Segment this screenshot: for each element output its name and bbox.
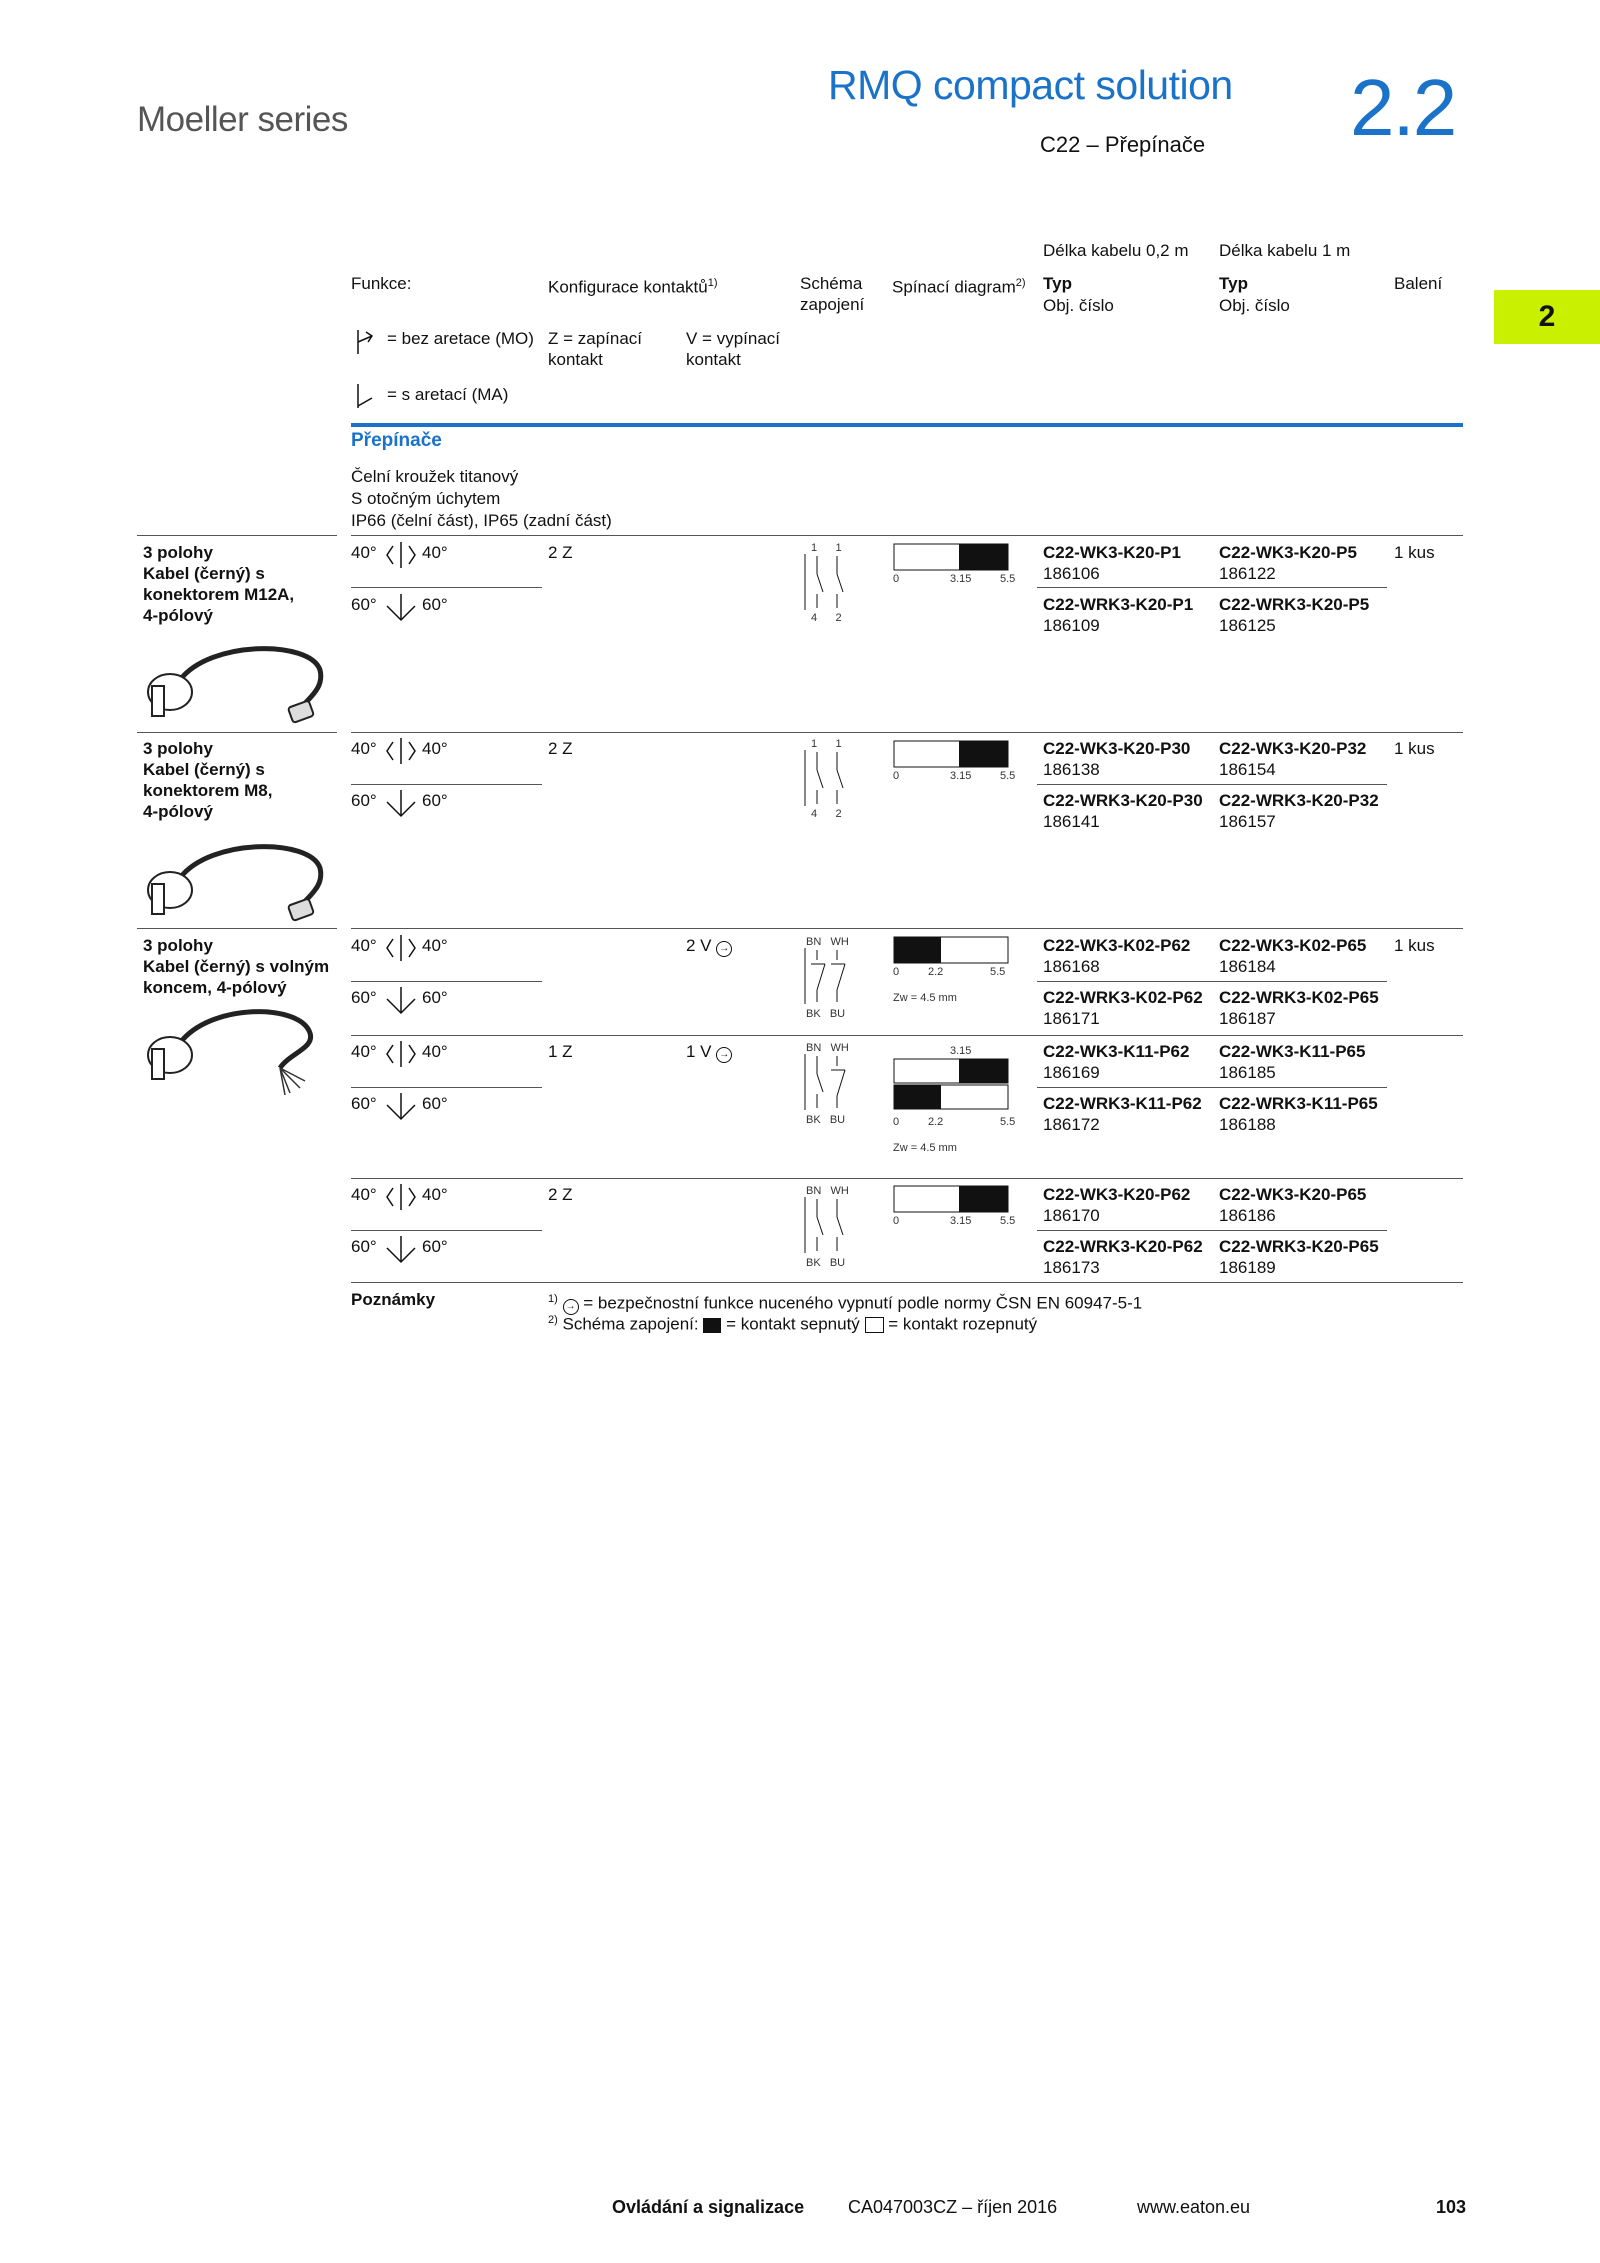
g2-config: 2 Z — [548, 739, 573, 758]
g2-ma-symbol-icon — [383, 788, 419, 818]
g1-diagram-icon — [893, 543, 1011, 573]
g3r1-pins-top: BN WH — [806, 936, 849, 948]
g3r3-diag-1: 3.15 — [950, 1215, 972, 1227]
section-title: Přepínače — [351, 430, 442, 451]
section-desc-2: S otočným úchytem — [351, 489, 501, 508]
group-3-label: 3 polohy Kabel (černý) s volným koncem, 4-pólový — [143, 936, 330, 997]
g3r3-num-2: 186186 — [1219, 1206, 1276, 1225]
g3r3-num-3: 186173 — [1043, 1258, 1100, 1277]
g1-ma-symbol-icon — [383, 592, 419, 622]
g3r3-pins-top: BN WH — [806, 1185, 849, 1197]
g3r3-mo-symbol-icon — [383, 1182, 419, 1212]
g1-pins-top: 1 1 — [811, 542, 842, 554]
g2-diag-0: 0 — [893, 770, 900, 782]
g2-type-3: C22-WRK3-K20-P30 — [1043, 791, 1203, 810]
cable-m12-image — [140, 640, 335, 730]
group-1-label: 3 polohy Kabel (černý) s konektorem M12A, 4-pólový — [143, 543, 295, 625]
g3r2-config-z: 1 Z — [548, 1042, 573, 1061]
g2-angle-c: 60° — [351, 791, 377, 810]
g3r1-diag-2: 5.5 — [990, 966, 1006, 978]
g3r1-angle-b: 40° — [422, 936, 448, 955]
g3r1-diag-1: 2.2 — [928, 966, 944, 978]
page-subtitle: C22 – Přepínače — [1040, 132, 1206, 157]
g3r3-type-3: C22-WRK3-K20-P62 — [1043, 1237, 1203, 1256]
g3r1-diag-0: 0 — [893, 966, 900, 978]
g3r3-angle-b: 40° — [422, 1185, 448, 1204]
g1-type-2: C22-WK3-K20-P5 — [1219, 543, 1357, 562]
legend-z: Z = zapínací kontakt — [548, 329, 643, 369]
g3r2-diagram-icon — [893, 1058, 1011, 1114]
col-function: Funkce: — [351, 274, 412, 293]
group-2-label: 3 polohy Kabel (černý) s konektorem M8, 4-pólový — [143, 739, 273, 821]
g3r2-angle-a: 40° — [351, 1042, 377, 1061]
g1-num-2: 186122 — [1219, 564, 1276, 583]
g3r3-angle-d: 60° — [422, 1237, 448, 1256]
legend-ma: = s aretací (MA) — [387, 385, 509, 404]
series-name: Moeller series — [137, 100, 348, 139]
section-divider — [351, 423, 1463, 427]
g3r3-angle-a: 40° — [351, 1185, 377, 1204]
g1-angle-b: 40° — [422, 543, 448, 562]
g3r1-type-2: C22-WK3-K02-P65 — [1219, 936, 1367, 955]
forced-break-icon: → — [716, 1047, 732, 1063]
g3r2-schema-icon — [803, 1052, 853, 1114]
g3r3-ma-symbol-icon — [383, 1234, 419, 1264]
g2-pins-bot: 4 2 — [811, 808, 842, 820]
g2-diagram-icon — [893, 740, 1011, 770]
open-contact-icon — [865, 1317, 884, 1333]
g2-schema-icon — [803, 748, 853, 808]
g3r3-diag-0: 0 — [893, 1215, 900, 1227]
note-1: $^{1)}$ → = bezpečnostní funkce nuceného vypnutí podle normy ČSN EN 60947-5-1 — [548, 1293, 1143, 1313]
g3r3-type-1: C22-WK3-K20-P62 — [1043, 1185, 1191, 1204]
g3r1-zw: Zw = 4.5 mm — [893, 992, 957, 1004]
g3r2-angle-d: 60° — [422, 1094, 448, 1113]
g3r1-num-2: 186184 — [1219, 957, 1276, 976]
notes-title: Poznámky — [351, 1290, 436, 1309]
g3r2-pins-bot: BK BU — [806, 1114, 846, 1126]
page-number: 103 — [1436, 2197, 1467, 2217]
g3r1-num-4: 186187 — [1219, 1009, 1276, 1028]
g3r1-diagram-icon — [893, 936, 1011, 966]
col-schema: Schéma zapojení — [800, 274, 865, 314]
ma-symbol-icon — [352, 382, 380, 410]
g2-angle-a: 40° — [351, 739, 377, 758]
g2-num-1: 186138 — [1043, 760, 1100, 779]
col-typ-2: Typ — [1219, 274, 1248, 293]
g3r2-diag-0: 0 — [893, 1116, 900, 1128]
g2-mo-symbol-icon — [383, 736, 419, 766]
g3r2-num-4: 186188 — [1219, 1115, 1276, 1134]
g3r1-type-3: C22-WRK3-K02-P62 — [1043, 988, 1203, 1007]
g1-pins-bot: 4 2 — [811, 612, 842, 624]
g3r3-num-4: 186189 — [1219, 1258, 1276, 1277]
col-typ: Typ — [1043, 274, 1072, 293]
g1-angle-a: 40° — [351, 543, 377, 562]
legend-v: V = vypínací kontakt — [686, 329, 781, 369]
col-diagram: Spínací diagram$^{2)}$ — [892, 277, 1026, 297]
g2-angle-d: 60° — [422, 791, 448, 810]
g3r3-type-2: C22-WK3-K20-P65 — [1219, 1185, 1367, 1204]
g1-num-1: 186106 — [1043, 564, 1100, 583]
g3r1-schema-icon — [803, 946, 853, 1008]
forced-break-icon: → — [563, 1299, 579, 1315]
g3r1-type-4: C22-WRK3-K02-P65 — [1219, 988, 1379, 1007]
g2-type-1: C22-WK3-K20-P30 — [1043, 739, 1191, 758]
section-desc-3: IP66 (čelní část), IP65 (zadní část) — [351, 511, 612, 530]
g1-type-1: C22-WK3-K20-P1 — [1043, 543, 1181, 562]
cable-free-end-image — [140, 1003, 335, 1098]
g3-pack: 1 kus — [1394, 936, 1435, 955]
g2-type-2: C22-WK3-K20-P32 — [1219, 739, 1367, 758]
g2-diag-2: 5.5 — [1000, 770, 1016, 782]
mo-symbol-icon — [352, 328, 380, 356]
g1-config: 2 Z — [548, 543, 573, 562]
g3r2-type-3: C22-WRK3-K11-P62 — [1043, 1094, 1202, 1113]
g2-diag-1: 3.15 — [950, 770, 972, 782]
col-packing: Balení — [1394, 274, 1443, 293]
footer-url[interactable]: www.eaton.eu — [1137, 2197, 1251, 2217]
g2-num-3: 186141 — [1043, 812, 1100, 831]
g3r1-mo-symbol-icon — [383, 933, 419, 963]
footer-section: Ovládání a signalizace — [612, 2197, 805, 2217]
g3r1-pins-bot: BK BU — [806, 1008, 846, 1020]
g3r2-angle-b: 40° — [422, 1042, 448, 1061]
g1-type-3: C22-WRK3-K20-P1 — [1043, 595, 1194, 614]
g1-angle-d: 60° — [422, 595, 448, 614]
g3r2-diag-1: 2.2 — [928, 1116, 944, 1128]
chapter-tab: 2 — [1494, 290, 1600, 344]
g1-diag-2: 5.5 — [1000, 573, 1016, 585]
g1-type-4: C22-WRK3-K20-P5 — [1219, 595, 1370, 614]
g3r2-type-4: C22-WRK3-K11-P65 — [1219, 1094, 1378, 1113]
g3r3-pins-bot: BK BU — [806, 1257, 846, 1269]
g3r1-config-v: 2 V → — [686, 935, 732, 957]
g3r2-diag-2: 5.5 — [1000, 1116, 1016, 1128]
col-cable-02: Délka kabelu 0,2 m — [1043, 241, 1189, 260]
g1-pack: 1 kus — [1394, 543, 1435, 562]
g3r2-diag-top: 3.15 — [950, 1045, 972, 1057]
g3r1-type-1: C22-WK3-K02-P62 — [1043, 936, 1191, 955]
section-number: 2.2 — [1350, 63, 1456, 152]
g3r1-num-1: 186168 — [1043, 957, 1100, 976]
g3r2-mo-symbol-icon — [383, 1039, 419, 1069]
legend-mo: = bez aretace (MO) — [387, 329, 534, 348]
section-desc-1: Čelní kroužek titanový — [351, 467, 519, 486]
g3r2-num-2: 186185 — [1219, 1063, 1276, 1082]
g2-type-4: C22-WRK3-K20-P32 — [1219, 791, 1379, 810]
g1-mo-symbol-icon — [383, 540, 419, 570]
g3r3-config-z: 2 Z — [548, 1185, 573, 1204]
g3r2-angle-c: 60° — [351, 1094, 377, 1113]
g1-schema-icon — [803, 552, 853, 612]
note-2: $^{2)}$ Schéma zapojení: = kontakt sepnutý = kontakt rozepnutý — [548, 1314, 1038, 1334]
g1-diag-1: 3.15 — [950, 573, 972, 585]
g3r2-config-v: 1 V → — [686, 1041, 732, 1063]
g3r3-diag-2: 5.5 — [1000, 1215, 1016, 1227]
g3r2-type-1: C22-WK3-K11-P62 — [1043, 1042, 1190, 1061]
col-contact-config: Konfigurace kontaktů$^{1)}$ — [548, 277, 718, 297]
g3r3-schema-icon — [803, 1195, 853, 1257]
g3r3-num-1: 186170 — [1043, 1206, 1100, 1225]
g1-num-3: 186109 — [1043, 616, 1100, 635]
g3r2-num-1: 186169 — [1043, 1063, 1100, 1082]
page-title: RMQ compact solution — [828, 62, 1233, 108]
g3r3-diagram-icon — [893, 1185, 1011, 1215]
col-cable-1: Délka kabelu 1 m — [1219, 241, 1351, 260]
g3r3-angle-c: 60° — [351, 1237, 377, 1256]
g1-diag-0: 0 — [893, 573, 900, 585]
g1-num-4: 186125 — [1219, 616, 1276, 635]
g3r1-angle-d: 60° — [422, 988, 448, 1007]
g1-angle-c: 60° — [351, 595, 377, 614]
g3r2-type-2: C22-WK3-K11-P65 — [1219, 1042, 1366, 1061]
footer-doc: CA047003CZ – říjen 2016 — [848, 2197, 1058, 2217]
col-obj-2: Obj. číslo — [1219, 296, 1290, 315]
g2-pack: 1 kus — [1394, 739, 1435, 758]
g2-num-4: 186157 — [1219, 812, 1276, 831]
g3r2-pins-top: BN WH — [806, 1042, 849, 1054]
g3r3-type-4: C22-WRK3-K20-P65 — [1219, 1237, 1379, 1256]
closed-contact-icon — [703, 1318, 721, 1333]
g3r2-ma-symbol-icon — [383, 1091, 419, 1121]
g3r1-angle-a: 40° — [351, 936, 377, 955]
g3r1-ma-symbol-icon — [383, 985, 419, 1015]
g3r1-num-3: 186171 — [1043, 1009, 1100, 1028]
col-obj: Obj. číslo — [1043, 296, 1114, 315]
g3r1-angle-c: 60° — [351, 988, 377, 1007]
g3r2-num-3: 186172 — [1043, 1115, 1100, 1134]
cable-m8-image — [140, 838, 335, 928]
g2-pins-top: 1 1 — [811, 738, 842, 750]
g2-num-2: 186154 — [1219, 760, 1276, 779]
forced-break-icon: → — [716, 941, 732, 957]
g3r2-zw: Zw = 4.5 mm — [893, 1142, 957, 1154]
g2-angle-b: 40° — [422, 739, 448, 758]
